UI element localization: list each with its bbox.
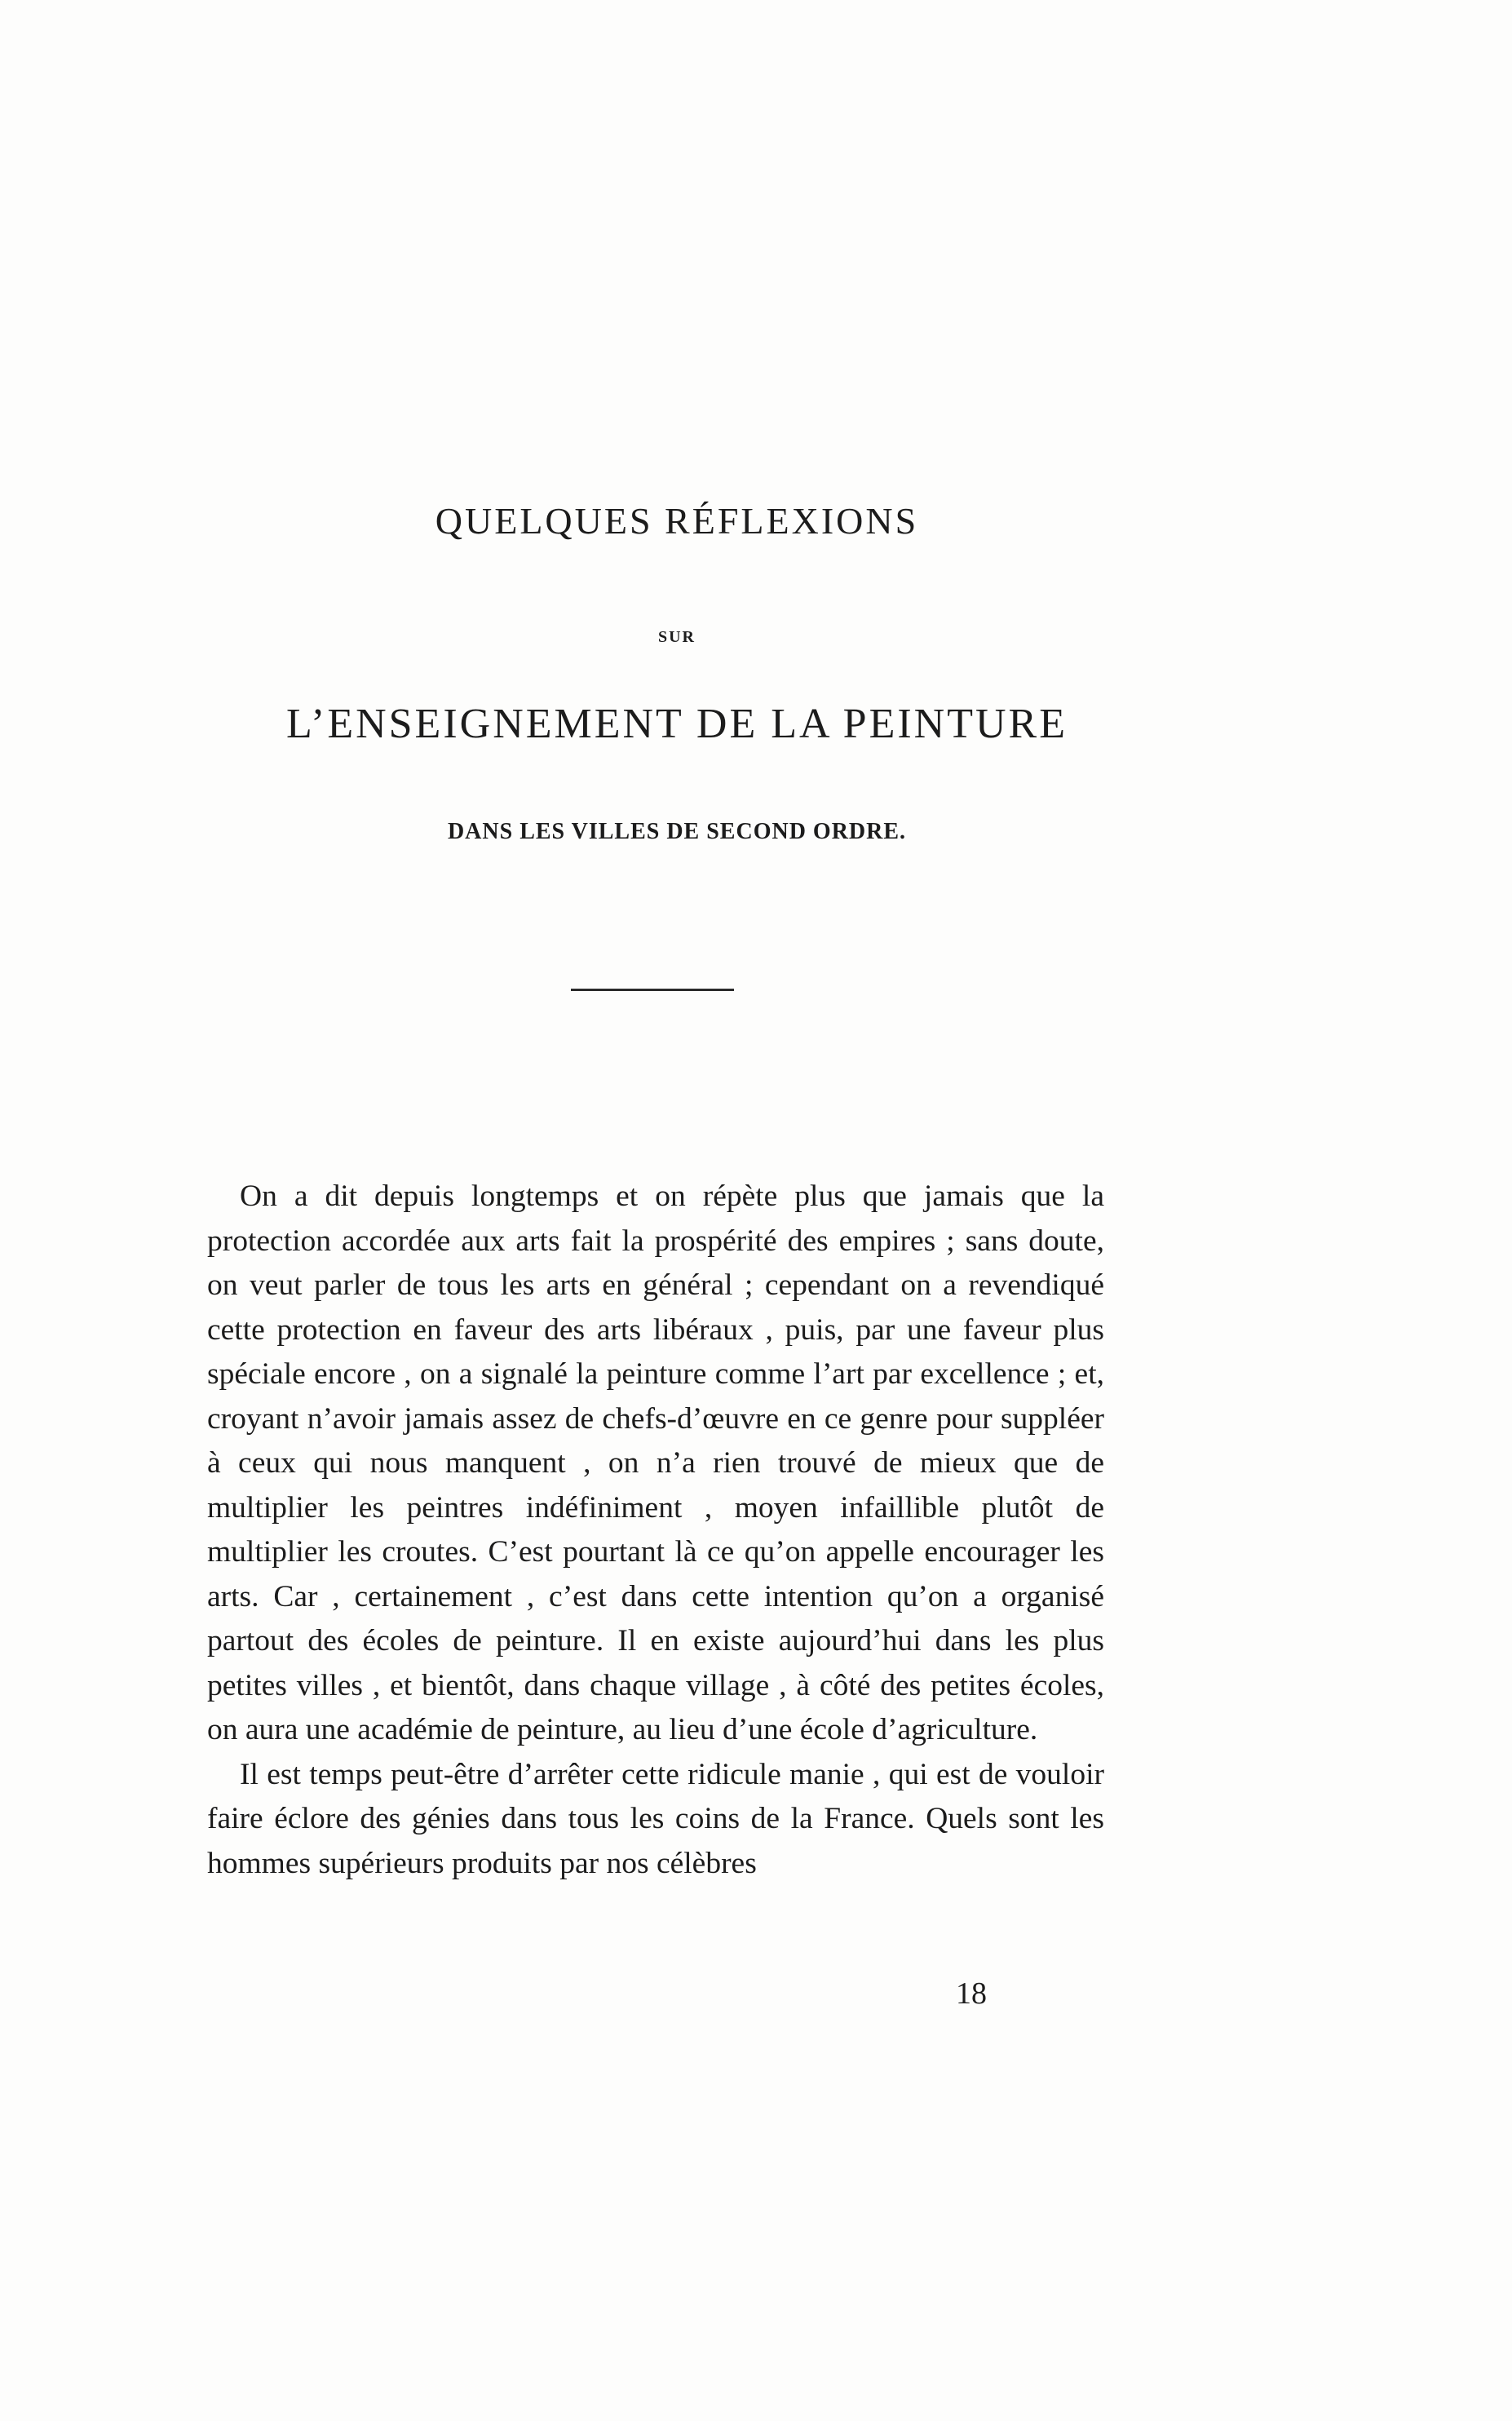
body-text	[207, 1175, 1104, 1886]
title-connector: SUR	[657, 628, 696, 646]
subtitle: DANS LES VILLES DE SECOND ORDRE.	[447, 819, 907, 844]
section-rule	[571, 989, 734, 991]
title-line-2: L’ENSEIGNEMENT DE LA PEINTURE	[286, 701, 1068, 747]
title-line-1: QUELQUES RÉFLEXIONS	[435, 500, 919, 542]
paragraph-1: On a dit depuis longtemps et on répète plus que jamais que la protection accordée aux arts fait la prospérité des empires ; sans doute, on veut parler de tous les arts en général ; cependant on a revendiqué cette protection en faveur des arts libéraux , puis, par une faveur plus spéciale encore , on a signalé la peinture comme l’art par excellence ; et, croyant n’avoir jamais assez de chefs-d’œuvre en ce genre pour suppléer à ceux qui nous manquent , on n’a rien trouvé de mieux que de multiplier les peintres indéfiniment , moyen infaillible plutôt de multiplier les croutes. C’est pourtant là ce qu’on appelle encourager les arts. Car , certainement , c’est dans cette intention qu’on a organisé partout des écoles de peinture. Il en existe aujourd’hui dans les plus petites villes , et bientôt, dans chaque village , à côté des petites écoles, on aura une académie de peinture, au lieu d’une école d’agriculture.	[207, 1180, 1104, 1746]
paragraph-2: Il est temps peut-être d’arrêter cette ridicule manie , qui est de vouloir faire éclore des génies dans tous les coins de la France. Quels sont les hommes supérieurs produits par nos célèbres	[207, 1757, 1104, 1880]
page-number: 18	[956, 1976, 987, 2011]
